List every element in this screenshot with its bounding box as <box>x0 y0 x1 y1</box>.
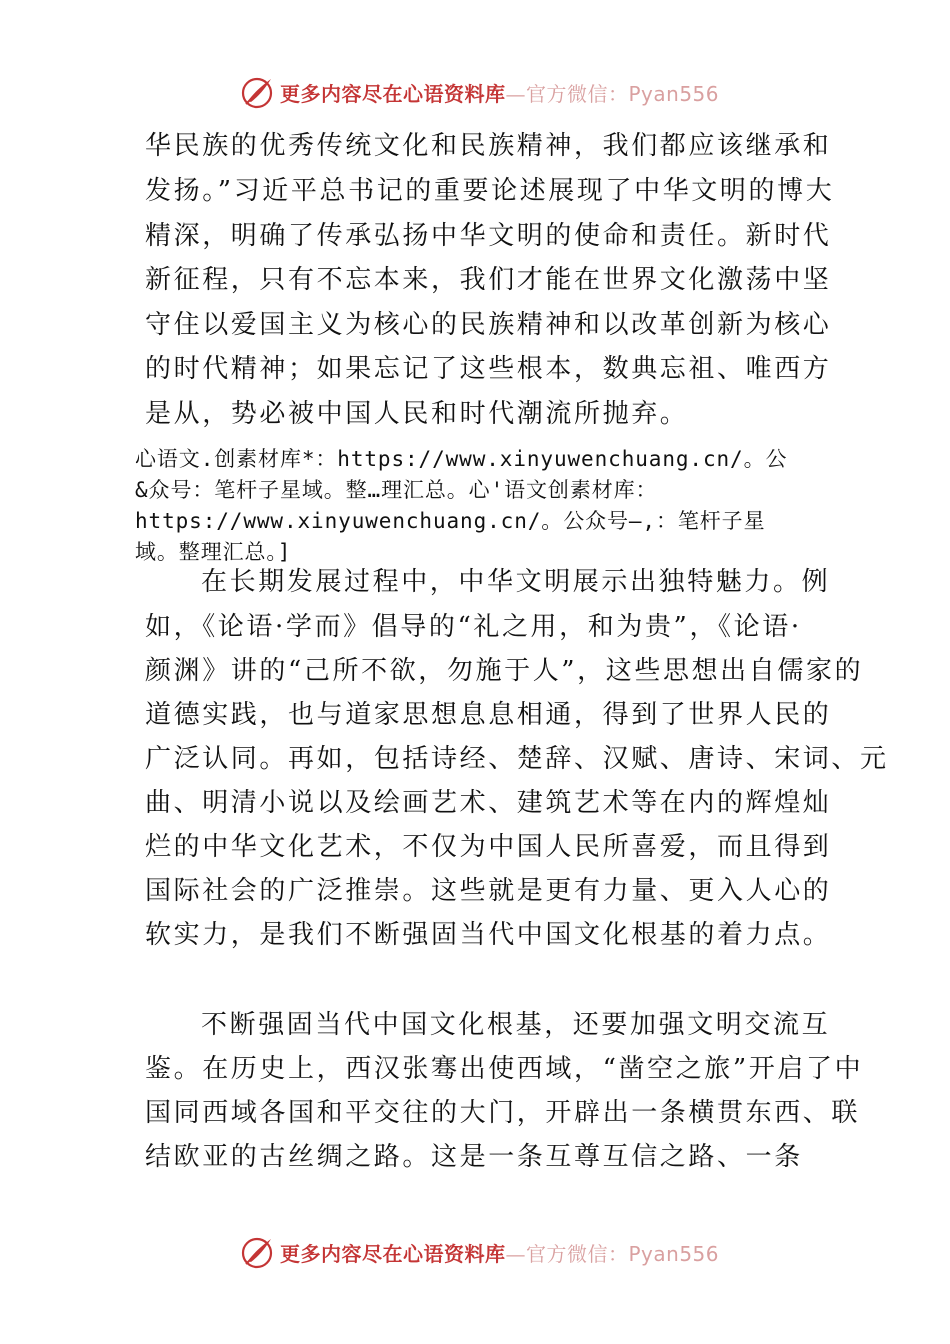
banner-wechat-id: Pyan556 <box>628 81 720 106</box>
paragraph-line: 烂的中华文化艺术，不仅为中国人民所喜爱，而且得到 <box>145 832 832 862</box>
paragraph-line: 发扬。”习近平总书记的重要论述展现了中华文明的博大 <box>145 176 835 206</box>
footer-banner-text <box>280 1238 719 1267</box>
paragraph-line: 如，《论语·学而》倡导的“礼之用，和为贵”，《论语· <box>145 612 802 642</box>
source-note-line: &众号：笔杆子星域。整…理汇总。心'语文创素材库： <box>135 478 658 502</box>
source-note-line: 域。整理汇总。] <box>135 540 292 564</box>
paragraph-line: 道德实践，也与道家思想息息相通，得到了世界人民的 <box>145 700 832 730</box>
banner-main-text: 更多内容尽在心语资料库 <box>280 81 506 106</box>
paragraph-line: 结欧亚的古丝绸之路。这是一条互尊互信之路、一条 <box>145 1142 803 1172</box>
paragraph-line: 守住以爱国主义为核心的民族精神和以改革创新为核心 <box>145 310 832 340</box>
source-note-line: https://www.xinyuwenchuang.cn/。公众号—,：笔杆子星 <box>135 509 766 533</box>
paragraph-line: 曲、明清小说以及绘画艺术、建筑艺术等在内的辉煌灿 <box>145 788 832 818</box>
footer-banner <box>0 1232 950 1272</box>
header-banner <box>0 72 950 112</box>
quill-logo-icon <box>240 1235 274 1269</box>
paragraph-line: 华民族的优秀传统文化和民族精神，我们都应该继承和 <box>145 131 832 161</box>
banner-wechat-label: 官方微信： <box>526 81 629 106</box>
paragraph-line: 颜渊》讲的“己所不欲，勿施于人”，这些思想出自儒家的 <box>145 656 864 686</box>
paragraph-line: 新征程，只有不忘本来，我们才能在世界文化激荡中坚 <box>145 265 832 295</box>
banner-dash: — <box>505 1241 526 1266</box>
paragraph-line: 在长期发展过程中，中华文明展示出独特魅力。例 <box>201 567 831 597</box>
source-note-line: 心语文.创素材库*：https://www.xinyuwenchuang.cn/。公 <box>135 447 788 471</box>
quill-logo-icon <box>240 75 274 109</box>
banner-wechat-label: 官方微信： <box>526 1241 629 1266</box>
paragraph-line: 不断强固当代中国文化根基，还要加强文明交流互 <box>201 1010 831 1040</box>
paragraph-line: 鉴。在历史上，西汉张骞出使西域，“凿空之旅”开启了中 <box>145 1054 864 1084</box>
paragraph-line: 国同西域各国和平交往的大门，开辟出一条横贯东西、联 <box>145 1098 861 1128</box>
paragraph-line: 的时代精神；如果忘记了这些根本，数典忘祖、唯西方 <box>145 354 832 384</box>
paragraph-line: 是从，势必被中国人民和时代潮流所抛弃。 <box>145 399 689 429</box>
paragraph-line: 精深，明确了传承弘扬中华文明的使命和责任。新时代 <box>145 221 832 251</box>
banner-dash: — <box>505 81 526 106</box>
paragraph-line: 国际社会的广泛推崇。这些就是更有力量、更入人心的 <box>145 876 832 906</box>
banner-wechat-id: Pyan556 <box>628 1241 720 1266</box>
header-banner-text <box>280 78 719 107</box>
paragraph-line: 广泛认同。再如，包括诗经、楚辞、汉赋、唐诗、宋词、元 <box>145 744 889 774</box>
paragraph-line: 软实力，是我们不断强固当代中国文化根基的着力点。 <box>145 920 832 950</box>
banner-main-text: 更多内容尽在心语资料库 <box>280 1241 506 1266</box>
